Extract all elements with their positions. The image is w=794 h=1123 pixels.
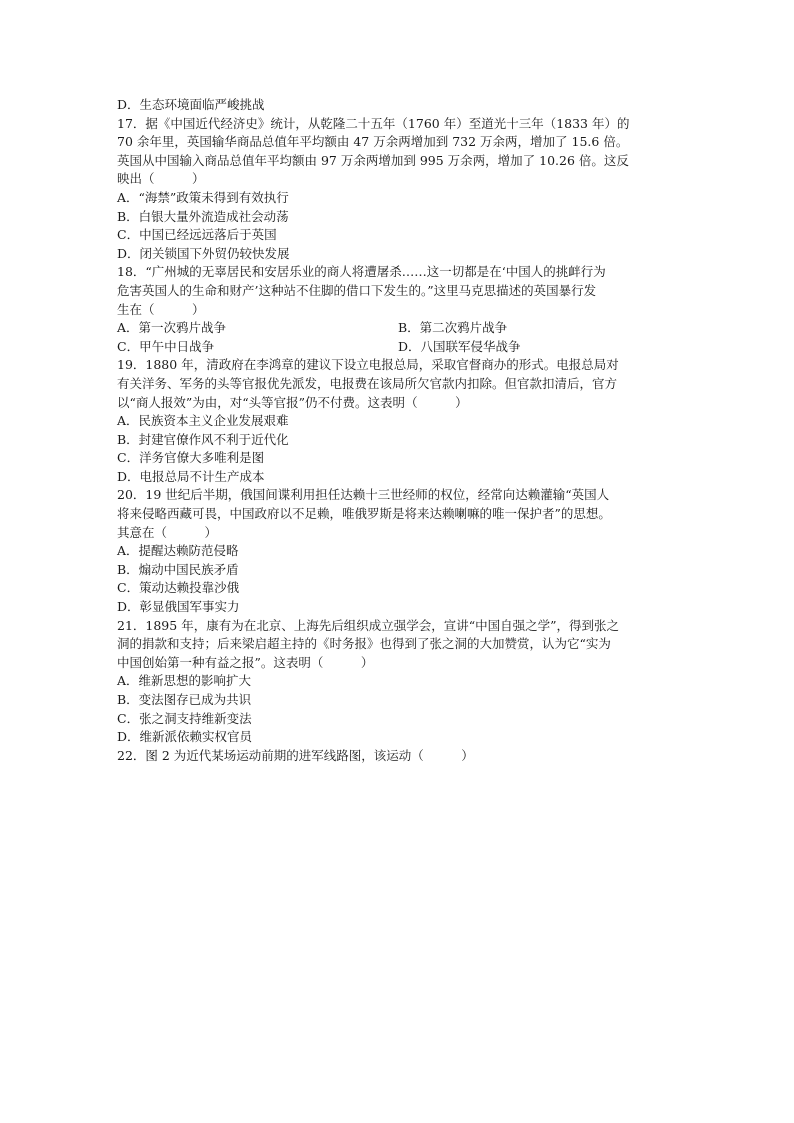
question-19 bbox=[117, 356, 687, 486]
q18-option-b[interactable]: B．第二次鸦片战争 bbox=[398, 320, 508, 336]
q17-stem-line-4: 映出（ ） bbox=[117, 171, 205, 187]
q19-stem-line-1: 19．1880 年，清政府在李鸿章的建议下设立电报总局，采取官督商办的形式。电报总局对 bbox=[117, 357, 619, 373]
q19-stem-line-3: 以“商人报效”为由，对“头等官报”仍不付费。这表明（ ） bbox=[117, 394, 468, 410]
q20-stem-line-3: 其意在（ ） bbox=[117, 524, 218, 540]
q17-option-d[interactable]: D．闭关锁国下外贸仍较快发展 bbox=[117, 245, 290, 261]
q20-stem-line-1: 20．19 世纪后半期，俄国间谍利用担任达赖十三世经师的权位，经常向达赖灌输“英国人 bbox=[117, 487, 610, 503]
q17-stem-line-2: 70 余年里，英国输华商品总值年平均额由 47 万余两增加到 732 万余两，增加了 15.6 倍。 bbox=[117, 134, 629, 150]
question-22 bbox=[117, 747, 687, 766]
question-17 bbox=[117, 115, 687, 264]
q17-stem-line-1: 17．据《中国近代经济史》统计，从乾隆二十五年（1760 年）至道光十三年（1833 年）的 bbox=[117, 115, 630, 131]
q21-stem-line-2: 洞的捐款和支持；后来梁启超主持的《时务报》也得到了张之洞的大加赞赏，认为它“实为 bbox=[117, 636, 611, 652]
q18-stem-line-3: 生在（ ） bbox=[117, 301, 205, 317]
q16-option-d: D．生态环境面临严峻挑战 bbox=[117, 97, 265, 112]
q20-option-c[interactable]: C．策动达赖投靠沙俄 bbox=[117, 580, 240, 596]
question-21 bbox=[117, 617, 687, 747]
q19-option-b[interactable]: B．封建官僚作风不利于近代化 bbox=[117, 431, 289, 447]
q20-stem-line-2: 将来侵略西藏可畏，中国政府以不足赖，唯俄罗斯是将来达赖喇嘛的唯一保护者”的思想。 bbox=[117, 506, 611, 522]
q19-option-c[interactable]: C．洋务官僚大多唯利是图 bbox=[117, 450, 265, 466]
q17-option-b[interactable]: B．白银大量外流造成社会动荡 bbox=[117, 208, 289, 224]
question-18 bbox=[117, 263, 687, 356]
q21-option-d[interactable]: D．维新派依赖实权官员 bbox=[117, 729, 253, 745]
q21-option-a[interactable]: A．维新思想的影响扩大 bbox=[117, 673, 252, 689]
q18-stem-line-1: 18．“广州城的无辜居民和安居乐业的商人将遭屠杀……这一切都是在‘中国人的挑衅行为 bbox=[117, 264, 606, 280]
q19-option-d[interactable]: D．电报总局不计生产成本 bbox=[117, 468, 265, 484]
q18-option-a[interactable]: A．第一次鸦片战争 bbox=[117, 320, 227, 336]
q17-option-a[interactable]: A．“海禁”政策未得到有效执行 bbox=[117, 189, 289, 205]
q20-option-a[interactable]: A．提醒达赖防范侵略 bbox=[117, 543, 239, 559]
question-20 bbox=[117, 486, 687, 616]
q18-option-c[interactable]: C．甲午中日战争 bbox=[117, 338, 215, 354]
q22-stem-line-1: 22．图 2 为近代某场运动前期的进军线路图，该运动（ ） bbox=[117, 747, 474, 763]
q21-stem-line-3: 中国创始第一种有益之报”。这表明（ ） bbox=[117, 654, 374, 670]
q18-option-d[interactable]: D．八国联军侵华战争 bbox=[398, 338, 521, 354]
exam-page bbox=[117, 96, 687, 765]
q19-option-a[interactable]: A．民族资本主义企业发展艰难 bbox=[117, 413, 289, 429]
q18-stem-line-2: 危害英国人的生命和财产’这种站不住脚的借口下发生的。”这里马克思描述的英国暴行发 bbox=[117, 282, 597, 298]
q20-option-d[interactable]: D．彰显俄国军事实力 bbox=[117, 599, 240, 615]
q17-option-c[interactable]: C．中国已经远远落后于英国 bbox=[117, 227, 277, 243]
q21-option-c[interactable]: C．张之洞支持维新变法 bbox=[117, 710, 252, 726]
q17-stem-line-3: 英国从中国输入商品总值年平均额由 97 万余两增加到 995 万余两，增加了 10.26 倍。这反 bbox=[117, 152, 629, 168]
q21-option-b[interactable]: B．变法图存已成为共识 bbox=[117, 692, 252, 707]
q18-options-row-2 bbox=[117, 338, 687, 357]
q20-option-b[interactable]: B．煽动中国民族矛盾 bbox=[117, 561, 239, 577]
q19-stem-line-2: 有关洋务、军务的头等官报优先派发，电报费在该局所欠官款内扣除。但官款扣清后，官方 bbox=[117, 375, 618, 391]
q18-options-row-1 bbox=[117, 319, 687, 338]
q21-stem-line-1: 21．1895 年，康有为在北京、上海先后组织成立强学会，宣讲“中国自强之学”，得到张之 bbox=[117, 617, 619, 633]
